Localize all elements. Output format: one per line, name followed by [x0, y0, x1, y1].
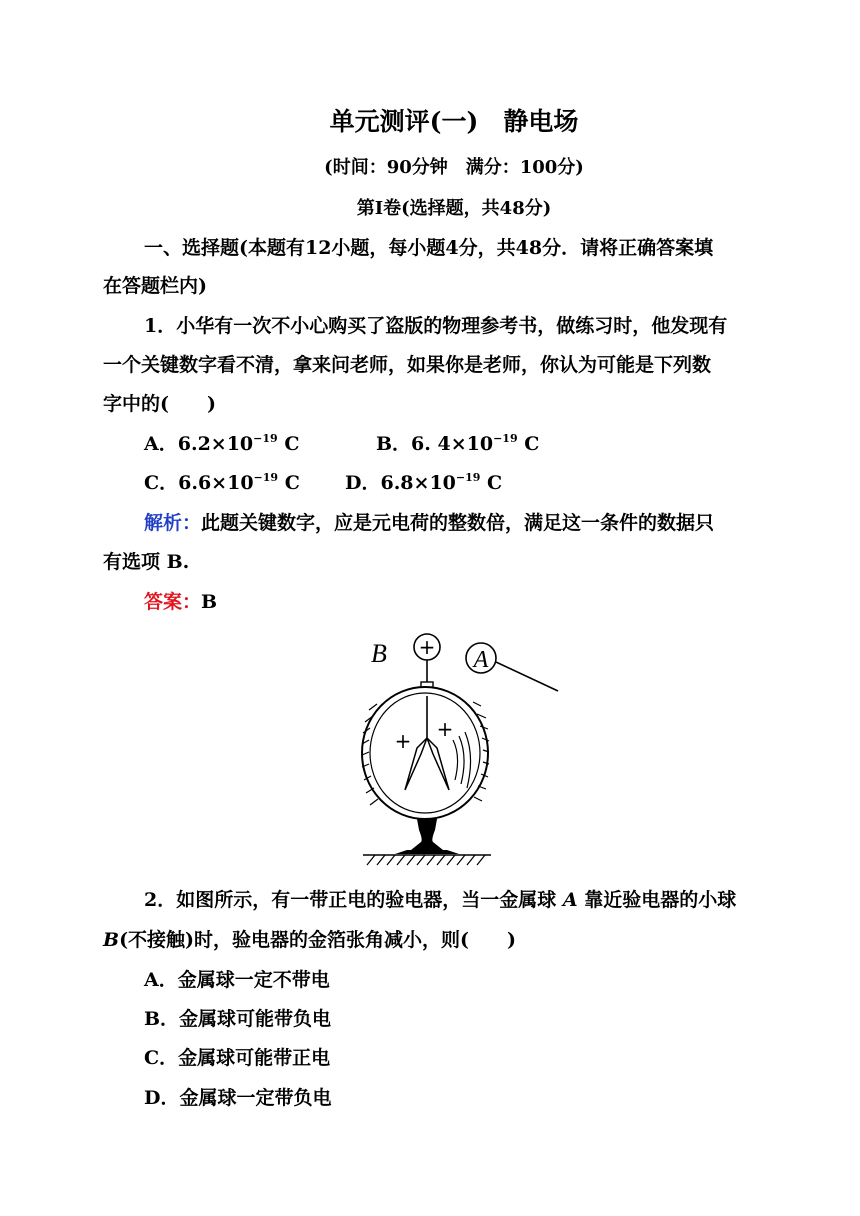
q1-line-1: 1．小华有一次不小心购买了盗版的物理参考书，做练习时，他发现有	[144, 315, 728, 337]
section-title: 第Ⅰ卷(选择题，共48分)	[356, 198, 552, 219]
q1-answer	[144, 590, 217, 614]
exponent: −19	[253, 432, 278, 445]
exponent: −19	[455, 471, 481, 484]
q1-line-3: 字中的( )	[103, 393, 216, 415]
q2-line-1-text-end: 靠近验电器的小球	[577, 889, 737, 911]
answer-value: B	[201, 591, 218, 613]
q2-line-1-text: 2．如图所示，有一带正电的验电器，当一金属球	[144, 889, 563, 911]
unit: C	[278, 472, 300, 494]
q2-line-1	[144, 888, 736, 912]
q2-ball-b-symbol: B	[103, 929, 120, 951]
figure-label-b: B	[371, 639, 387, 668]
q2-option-c: C．金属球可能带正电	[144, 1047, 331, 1069]
q1-analysis	[144, 511, 714, 535]
q1-option-b	[376, 432, 539, 456]
q1-option-c-text: C．6.6×10	[144, 472, 254, 494]
instructions-line-1: 一、选择题(本题有12小题，每小题4分，共48分．请将正确答案填	[144, 237, 714, 259]
charge-plus-left: +	[394, 729, 412, 753]
ball-a-rod	[496, 662, 558, 691]
q1-line-2: 一个关键数字看不清，拿来问老师，如果你是老师，你认为可能是下列数	[103, 354, 712, 376]
q2-option-b: B．金属球可能带负电	[144, 1008, 332, 1030]
time-info: (时间：90分钟 满分：100分)	[324, 157, 584, 178]
q2-option-d: D．金属球一定带负电	[144, 1087, 332, 1109]
electroscope-stand	[411, 819, 443, 850]
electroscope-figure	[355, 630, 565, 870]
figure-label-a: A	[473, 647, 489, 673]
exponent: −19	[253, 471, 279, 484]
answer-label: 答案：	[144, 591, 202, 613]
page-title: 单元测评(一) 静电场	[329, 107, 579, 136]
instructions-line-2: 在答题栏内)	[103, 275, 207, 297]
charge-plus-right: +	[436, 717, 454, 741]
q2-line-2-text: (不接触)时，验电器的金箔张角减小，则( )	[119, 929, 517, 951]
analysis-text: 此题关键数字，应是元电荷的整数倍，满足这一条件的数据只	[201, 512, 715, 534]
ground-hatching	[367, 855, 485, 865]
q1-option-a-text: A．6.2×10	[144, 433, 254, 455]
stand-base	[395, 850, 459, 854]
q2-option-a: A．金属球一定不带电	[144, 969, 330, 991]
analysis-label: 解析：	[144, 512, 202, 534]
q1-option-c	[144, 471, 300, 495]
ball-b-plus: +	[418, 635, 436, 659]
electroscope-case	[362, 687, 488, 819]
exponent: −19	[493, 432, 518, 445]
q1-option-d-text: D．6.8×10	[345, 472, 456, 494]
q2-ball-a-symbol: A	[562, 889, 578, 911]
q1-option-a	[144, 432, 299, 456]
q1-analysis-line-2: 有选项 B.	[103, 551, 190, 573]
unit: C	[517, 433, 540, 455]
q2-line-2	[103, 928, 516, 952]
q1-option-d	[345, 471, 502, 495]
q1-option-b-text: B．6. 4×10	[376, 433, 494, 455]
unit: C	[480, 472, 503, 494]
unit: C	[277, 433, 300, 455]
